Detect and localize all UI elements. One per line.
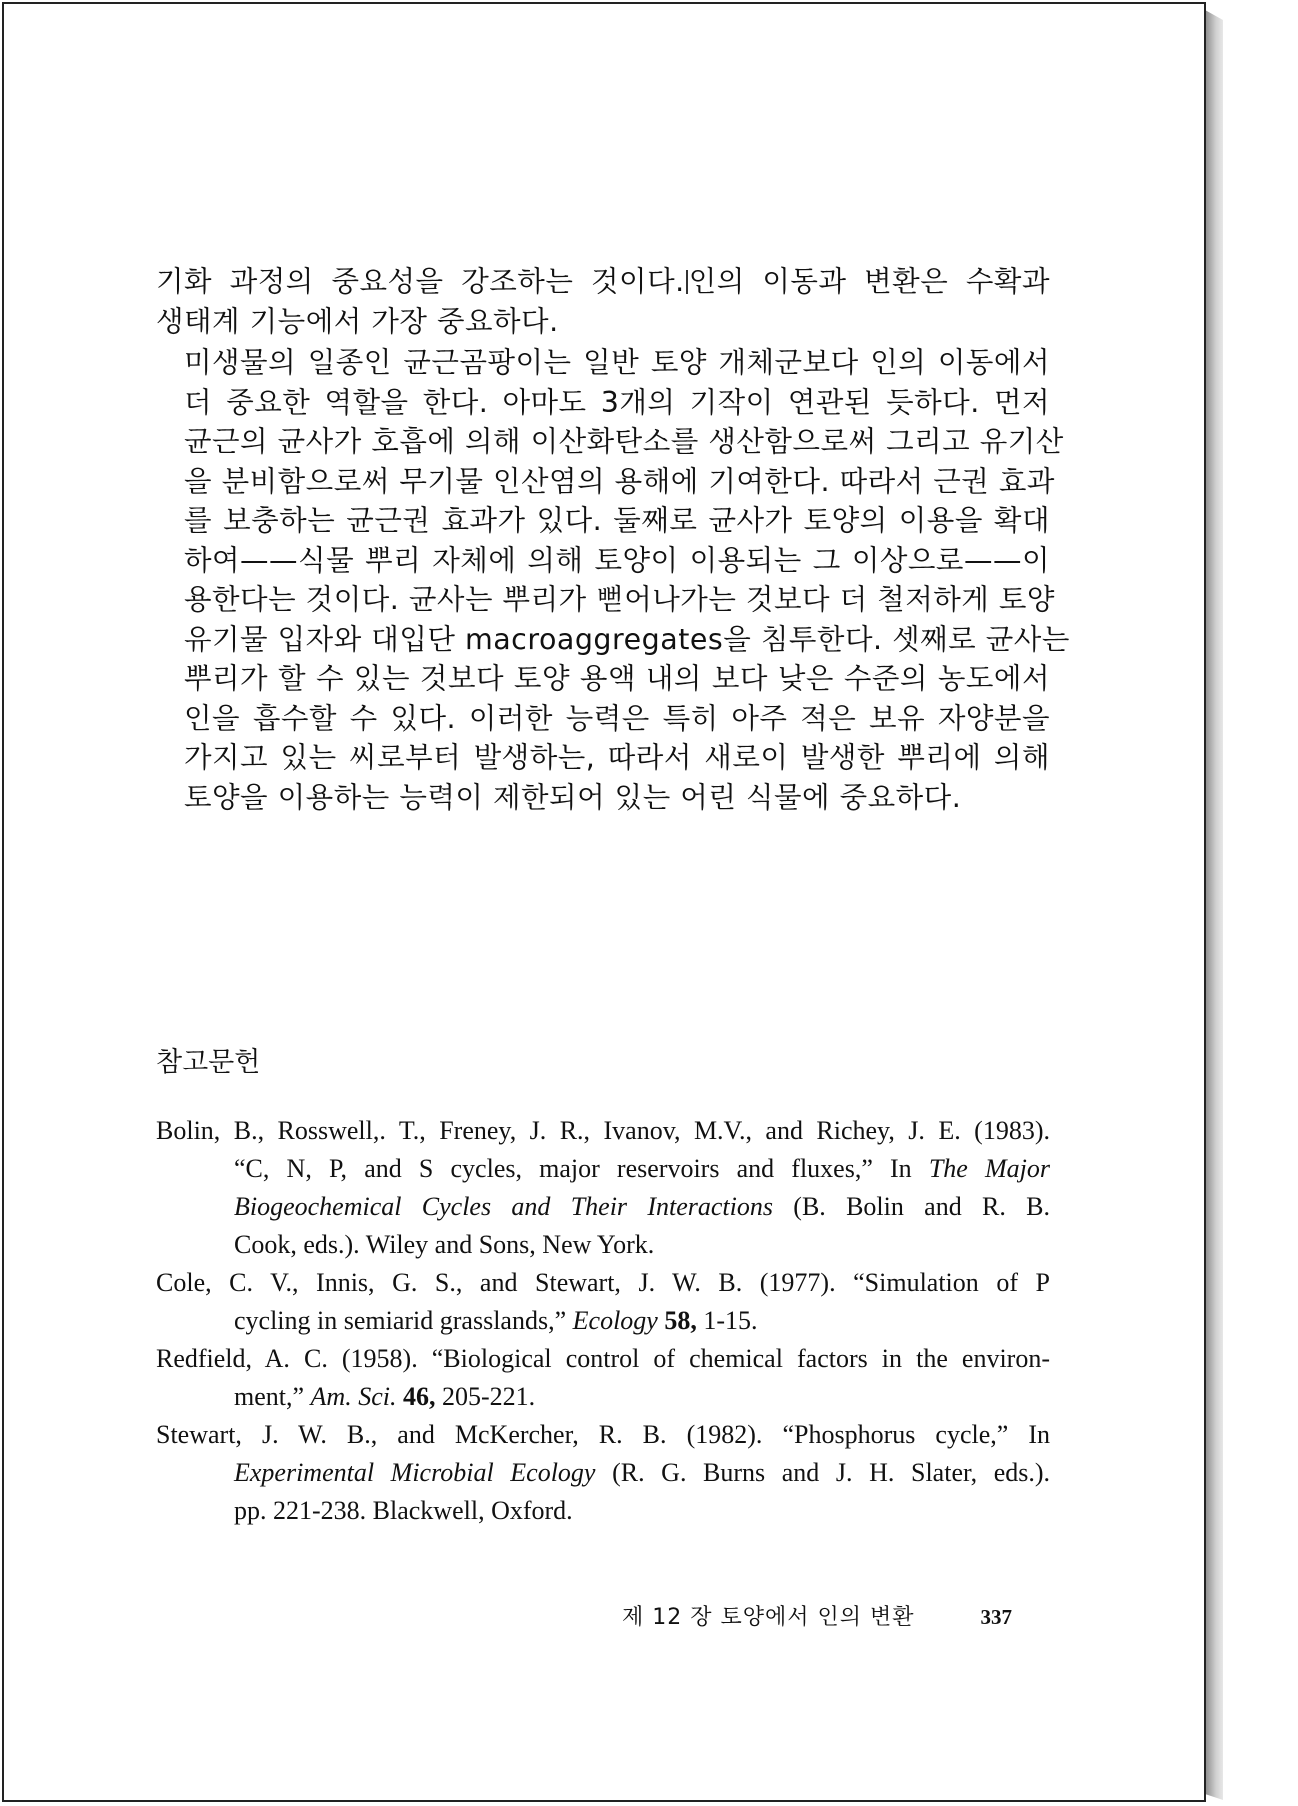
reference-item [156,1416,1050,1530]
reference-item [156,1264,1050,1340]
text-cursor-mark [686,270,688,294]
reference-line: Stewart, J. W. B., and McKercher, R. B. (1982). “Phosphorus cycle,” In [156,1420,1050,1449]
page-edge-shadow [1205,10,1223,1800]
text-line [156,262,1050,302]
text-segment: 인의 이동과 변환은 수확과 [688,265,1050,298]
text-line: 균근의 균사가 호흡에 의해 이산화탄소를 생산함으로써 그리고 유기산 [184,425,1064,458]
reference-text: (R. G. Burns and J. H. Slater, eds.). [595,1458,1051,1487]
page-number: 337 [980,1605,1012,1629]
text-line: 인을 흡수할 수 있다. 이러한 능력은 특히 아주 적은 보유 자양분을 [184,701,1050,735]
references-heading: 참고문헌 [156,1047,261,1078]
reference-line: Cole, C. V., Innis, G. S., and Stewart, J. W. B. (1977). “Simulation of P [156,1268,1050,1297]
page-range: 205-221. [435,1382,536,1411]
reference-line [156,1302,1050,1340]
body-text [156,262,1070,817]
reference-text: (B. Bolin and R. B. [772,1192,1050,1221]
references-list [156,1112,1050,1530]
text-line: 더 중요한 역할을 한다. 아마도 3개의 기작이 연관된 듯하다. 먼저 [184,385,1050,419]
reference-line: Redfield, A. C. (1958). “Biological control of chemical factors in the environ- [156,1344,1050,1373]
page-range: 1-15. [696,1306,758,1335]
reference-line: pp. 221-238. Blackwell, Oxford. [234,1496,573,1525]
text-line: 가지고 있는 씨로부터 발생하는, 따라서 새로이 발생한 뿌리에 의해 [184,741,1050,774]
book-title: Experimental Microbial Ecology [234,1458,596,1487]
text-line: 유기물 입자와 대입단 macroaggregates을 침투한다. 셋째로 균사는 [184,622,1070,656]
journal-name: Am. Sci. [310,1382,397,1411]
text-line: 뿌리가 할 수 있는 것보다 토양 용액 내의 보다 낮은 수준의 농도에서 [184,662,1050,695]
reference-text: ment,” [234,1382,311,1411]
reference-text: cycling in semiarid grasslands,” [234,1306,573,1335]
chapter-title: 제 12 장 토양에서 인의 변환 [622,1605,915,1630]
text-line: 하여——식물 뿌리 자체에 의해 토양이 이용되는 그 이상으로——이 [184,543,1050,577]
reference-line [156,1378,1050,1416]
reference-line [156,1454,1050,1492]
volume-number: 58, [657,1306,697,1335]
text-line: 미생물의 일종인 균근곰팡이는 일반 토양 개체군보다 인의 이동에서 [184,346,1050,379]
text-line: 생태계 기능에서 가장 중요하다. [156,304,559,338]
book-title: The Major [928,1154,1050,1183]
volume-number: 46, [396,1382,436,1411]
text-segment: 기화 과정의 중요성을 강조하는 것이다. [156,265,685,298]
reference-text: “C, N, P, and S cycles, major reservoirs and fluxes,” In [234,1154,929,1183]
journal-name: Ecology [572,1306,658,1335]
text-line: 를 보충하는 균근권 효과가 있다. 둘째로 균사가 토양의 이용을 확대 [184,504,1050,537]
reference-line: Bolin, B., Rosswell,. T., Freney, J. R., Ivanov, M.V., and Richey, J. E. (1983). [156,1116,1050,1145]
text-line: 용한다는 것이다. 균사는 뿌리가 뻗어나가는 것보다 더 철저하게 토양 [184,583,1055,616]
paragraph-2 [156,343,1070,817]
reference-item [156,1112,1050,1264]
book-title: Biogeochemical Cycles and Their Interactions [234,1192,773,1221]
reference-line [156,1188,1050,1226]
page-footer [622,1600,1012,1631]
text-line: 토양을 이용하는 능력이 제한되어 있는 어린 식물에 중요하다. [184,780,962,814]
paragraph-1 [156,262,1050,341]
reference-line: Cook, eds.). Wiley and Sons, New York. [234,1230,655,1259]
text-line: 을 분비함으로써 무기물 인산염의 용해에 기여한다. 따라서 근권 효과 [184,464,1055,498]
reference-line [156,1150,1050,1188]
reference-item [156,1340,1050,1416]
